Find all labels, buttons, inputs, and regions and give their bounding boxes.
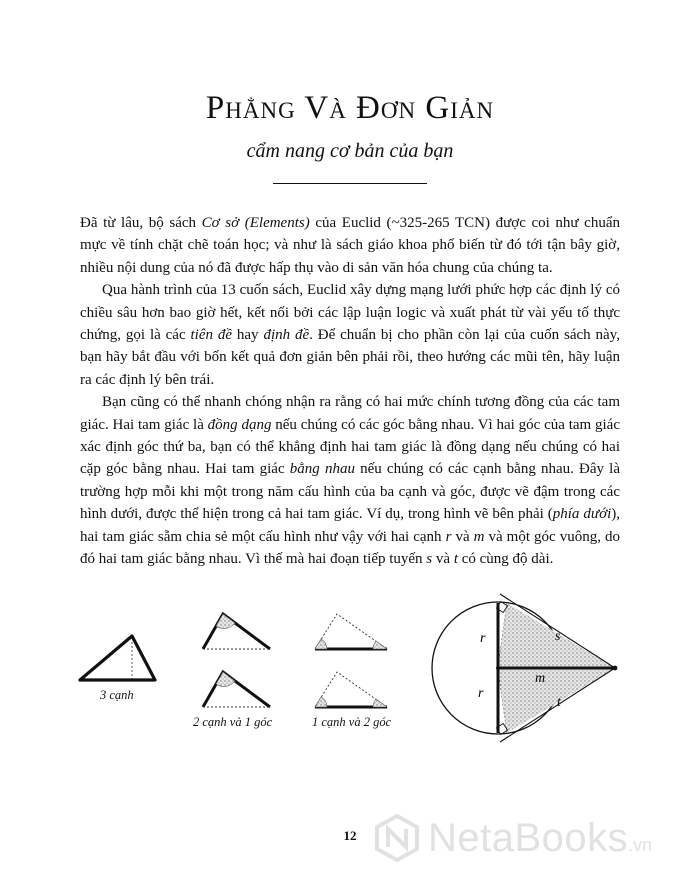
watermark-suffix: .vn: [628, 835, 653, 855]
label-m: m: [535, 671, 546, 686]
watermark: [372, 808, 692, 868]
page-subtitle: cẩm nang cơ bản của bạn: [246, 140, 454, 162]
watermark-brand: NetaBooks: [428, 815, 629, 860]
tangent-figure: [432, 594, 617, 742]
page-number: 12: [343, 828, 357, 843]
label-t: t: [557, 695, 561, 710]
paragraph-2: Qua hành trình của 13 cuốn sách, Euclid xây dựng mạng lưới phức hợp các định lý có chiều sâu hơn bao giờ hết, kết nối bởi các lập luận logic và xuất phát từ vài yếu tố thực chứng, gọi là các tiên đề hay định đề. Để chuẩn bị cho phần còn lại của cuốn sách này, bạn hãy bắt đầu với bốn kết quả đơn giản bên phải rồi, theo hướng các mũi tên, hãy luận ra các định lý bên trái.: [80, 282, 620, 388]
netabooks-logo-icon: [372, 813, 422, 863]
triangle-sas-top: [203, 614, 270, 649]
paragraph-3: Bạn cũng có thể nhanh chóng nhận ra rằng có hai mức chính tương đồng của các tam giác. Hai tam giác là đồng dạng nếu chúng có các góc bằng nhau. Vì hai góc của tam giác xác định góc thứ ba, bạn có thể khẳng định hai tam giác là đồng dạng nếu chúng có hai cặp góc bằng nhau. Hai tam giác bằng nhau nếu chúng có các cạnh bằng nhau. Đây là trường hợp mỗi khi một trong năm cấu hình của ba cạnh và góc, được vẽ đậm trong các hình dưới, được thể hiện trong cả hai tam giác. Ví dụ, trong hình vẽ bên phải (phía dưới), hai tam giác sẵm chia sẻ một cấu hình như vậy với hai cạnh r và m và một góc vuông, do đó hai tam giác bằng nhau. Vì thế mà hai đoạn tiếp tuyến s và t có cùng độ dài.: [80, 394, 621, 568]
label-three-sides: 3 cạnh: [100, 688, 134, 702]
triangle-sss: [80, 636, 155, 680]
triangle-sas-bottom: [203, 672, 270, 707]
label-r-bottom: r: [478, 686, 484, 701]
triangle-asa-top: [315, 614, 387, 649]
triangle-asa-bottom: [315, 672, 387, 707]
label-two-sides-one-angle: 2 cạnh và 1 góc: [193, 715, 273, 729]
label-s: s: [555, 629, 561, 644]
label-one-side-two-angles: 1 cạnh và 2 góc: [312, 715, 392, 729]
paragraph-1: Đã từ lâu, bộ sách Cơ sở (Elements) của Euclid (~325-265 TCN) được coi như chuẩn mực về tính chặt chẽ toán học; và như là sách giáo khoa phổ biến từ đó tới tận bây giờ, nhiều nội dung của nó đã được hấp thụ vào di sản văn hóa chung của chúng ta.: [80, 215, 621, 276]
label-r-top: r: [480, 631, 486, 646]
page-title: Phẳng Và Đơn Giản: [205, 90, 495, 126]
